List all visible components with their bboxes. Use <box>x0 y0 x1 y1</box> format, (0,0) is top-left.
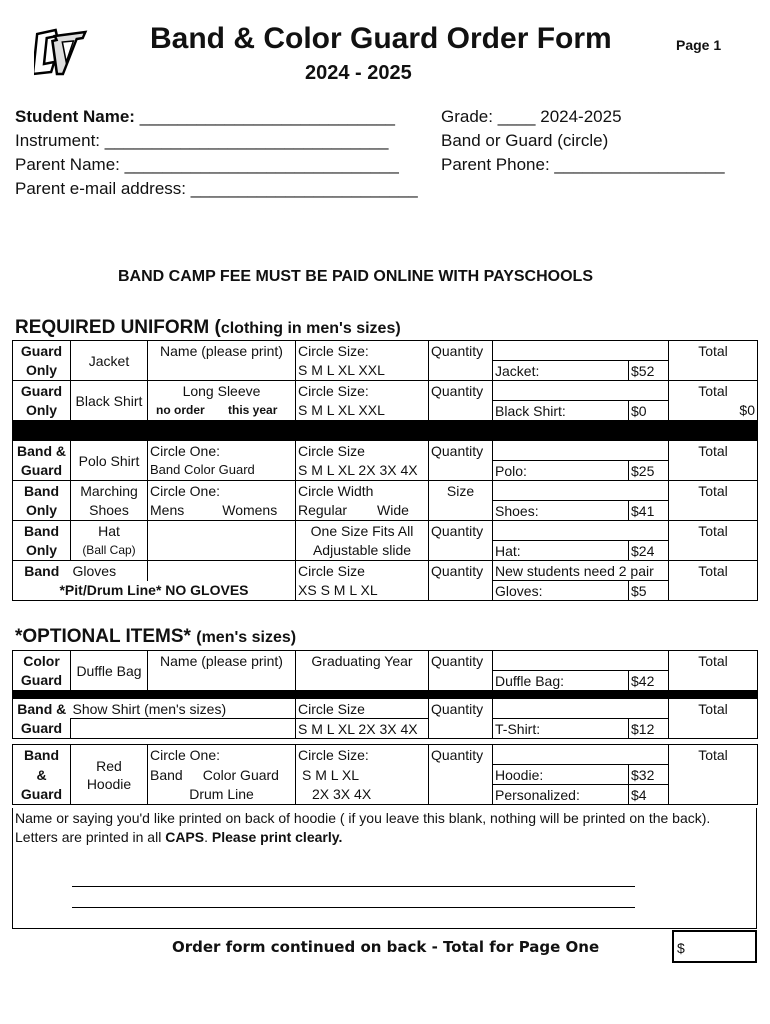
hat-row-1 <box>13 521 758 541</box>
school-logo <box>34 26 90 80</box>
table-cell: Only <box>13 401 71 421</box>
table-cell: Hat: <box>493 541 629 561</box>
table-cell[interactable] <box>429 541 493 561</box>
gloves-row-2 <box>13 581 758 601</box>
duffle-row-1 <box>13 651 758 671</box>
table-cell: Band <box>13 745 71 765</box>
form-title: Band & Color Guard Order Form <box>150 22 612 55</box>
jacket-item: Jacket <box>71 341 148 381</box>
table-cell: Quantity <box>429 381 493 401</box>
grade-field[interactable]: Grade: ____ 2024-2025 <box>441 107 622 126</box>
hoodie-personalization-box[interactable]: Name or saying you'd like printed on back of hoodie ( if you leave this blank, nothing will be printed on the back). Letters are printed in all CAPS. Please print clearly. <box>12 808 757 929</box>
show-shirt-row-1 <box>13 699 758 719</box>
jacket-qty-input[interactable] <box>429 361 493 381</box>
table-cell: Circle Size: <box>296 745 429 765</box>
table-cell[interactable] <box>429 401 493 421</box>
hoodie-write-line-1[interactable] <box>72 886 635 887</box>
table-cell[interactable] <box>429 719 493 739</box>
table-cell: $12 <box>629 719 669 739</box>
footer-text: Order form continued on back - Total for Page One <box>172 938 600 956</box>
table-cell[interactable] <box>669 719 758 739</box>
student-name-field[interactable] <box>15 107 395 127</box>
table-cell: $32 <box>629 765 669 785</box>
table-cell[interactable] <box>429 461 493 481</box>
jacket-row-1 <box>13 341 758 361</box>
table-cell: Only <box>13 501 71 521</box>
table-cell: Circle Width <box>296 481 429 501</box>
table-cell: Circle Size <box>296 561 429 581</box>
band-guard-choice[interactable]: Band or Guard (circle) <box>441 131 609 150</box>
parent-phone-field[interactable]: Parent Phone: __________________ <box>441 155 725 174</box>
table-cell: Duffle Bag: <box>493 671 629 691</box>
table-cell: Polo: <box>493 461 629 481</box>
jacket-size-label: Circle Size: <box>296 341 429 361</box>
table-cell: Circle One: <box>148 481 296 501</box>
table-cell: Color <box>13 651 71 671</box>
table-cell: $0 <box>669 401 758 421</box>
table-cell[interactable] <box>429 501 493 521</box>
table-cell[interactable] <box>429 581 493 601</box>
table-cell <box>13 691 758 699</box>
table-cell: Show Shirt (men's sizes) <box>71 699 296 719</box>
table-cell: $4 <box>629 785 669 805</box>
table-cell: Quantity <box>429 441 493 461</box>
table-cell: Total <box>669 381 758 401</box>
table-cell: Total <box>669 699 758 719</box>
table-cell: Total <box>669 481 758 501</box>
table-cell: Band & <box>13 441 71 461</box>
table-cell: Adjustable slide <box>296 541 429 561</box>
table-row <box>13 421 758 441</box>
table-cell <box>13 421 758 441</box>
table-row <box>13 691 758 699</box>
table-cell[interactable]: S M L XL <box>296 765 429 785</box>
table-cell: Marching <box>71 481 148 501</box>
jacket-name-input[interactable] <box>148 361 296 381</box>
table-cell: Quantity <box>429 651 493 671</box>
table-cell: Total <box>669 561 758 581</box>
required-uniform-table <box>12 340 758 601</box>
table-cell[interactable]: S M L XL XXL <box>296 401 429 421</box>
optional-items-table <box>12 650 758 805</box>
table-cell[interactable] <box>669 501 758 521</box>
table-cell: Size <box>429 481 493 501</box>
table-cell: Hoodie: <box>493 765 629 785</box>
table-cell[interactable]: Drum Line <box>148 785 296 805</box>
page-number: Page 1 <box>676 37 722 53</box>
table-cell[interactable]: Mens Womens <box>148 501 296 521</box>
table-cell: Total <box>669 441 758 461</box>
table-cell: Circle Size <box>296 699 429 719</box>
table-cell[interactable]: XS S M L XL <box>296 581 429 601</box>
gloves-note: *Pit/Drum Line* NO GLOVES <box>13 581 296 601</box>
table-cell[interactable]: Band Color Guard <box>148 765 296 785</box>
table-cell: Guard <box>13 719 71 739</box>
table-cell[interactable] <box>429 671 493 691</box>
table-cell[interactable]: 2X 3X 4X <box>296 785 429 805</box>
table-cell: Circle Size: <box>296 381 429 401</box>
table-cell: Hat <box>71 521 148 541</box>
table-cell: Personalized: <box>493 785 629 805</box>
page-total-field[interactable]: $ <box>672 930 757 963</box>
table-cell: Guard <box>13 785 71 805</box>
table-cell: Band <box>13 561 71 581</box>
table-cell: Graduating Year <box>296 651 429 671</box>
school-year: 2024 - 2025 <box>305 62 412 84</box>
table-cell: Guard <box>13 671 71 691</box>
table-cell: Gloves: <box>493 581 629 601</box>
student-name-label: Student Name: <box>15 107 135 126</box>
table-cell: Guard <box>13 461 71 481</box>
table-cell <box>148 521 296 541</box>
hat-row-2 <box>13 541 758 561</box>
table-cell[interactable] <box>669 541 758 561</box>
hoodie-write-line-2[interactable] <box>72 907 635 908</box>
jacket-category: Guard <box>13 341 71 361</box>
table-cell[interactable] <box>148 671 296 691</box>
table-cell: no order this year <box>148 401 296 421</box>
table-cell: Circle One: <box>148 441 296 461</box>
table-cell: $42 <box>629 671 669 691</box>
jacket-size-options[interactable]: S M L XL XXL <box>296 361 429 381</box>
table-cell[interactable] <box>669 785 758 805</box>
hoodie-row-1 <box>13 745 758 765</box>
table-cell <box>148 561 296 581</box>
table-cell[interactable] <box>71 719 296 739</box>
table-cell: $41 <box>629 501 669 521</box>
table-cell: Guard <box>13 381 71 401</box>
table-cell: New students need 2 pair <box>493 561 669 581</box>
table-cell: Band <box>13 521 71 541</box>
polo-row-1 <box>13 441 758 461</box>
shoes-row-1 <box>13 481 758 501</box>
table-cell: $24 <box>629 541 669 561</box>
table-cell[interactable] <box>669 581 758 601</box>
table-cell <box>493 521 669 541</box>
table-cell <box>493 381 669 401</box>
table-cell: Shoes <box>71 501 148 521</box>
table-cell[interactable]: S M L XL 2X 3X 4X <box>296 719 429 739</box>
parent-email-field[interactable]: Parent e-mail address: ________________________ <box>15 179 418 198</box>
table-cell: Long Sleeve <box>148 381 296 401</box>
table-cell: Black Shirt: <box>493 401 629 421</box>
table-cell: Name (please print) <box>148 651 296 671</box>
jacket-total-input[interactable] <box>669 361 758 381</box>
table-cell: Total <box>669 651 758 671</box>
show-shirt-row-2 <box>13 719 758 739</box>
shoes-row-2 <box>13 501 758 521</box>
table-cell: Quantity <box>429 521 493 541</box>
band-camp-notice: BAND CAMP FEE MUST BE PAID ONLINE WITH PAYSCHOOLS <box>118 268 593 285</box>
table-cell: Quantity <box>429 745 493 765</box>
table-cell: T-Shirt: <box>493 719 629 739</box>
table-cell[interactable]: S M L XL 2X 3X 4X <box>296 461 429 481</box>
table-cell: $0 <box>629 401 669 421</box>
table-cell[interactable] <box>669 671 758 691</box>
table-cell: Band & <box>13 699 71 719</box>
jacket-qty-label: Quantity <box>429 341 493 361</box>
student-name-blank: ___________________________ <box>139 107 395 126</box>
jacket-price: $52 <box>629 361 669 381</box>
table-cell <box>493 481 669 501</box>
table-cell: Circle Size <box>296 441 429 461</box>
table-cell <box>493 699 669 719</box>
jacket-price-label: Jacket: <box>493 361 629 381</box>
instrument-field[interactable]: Instrument: ______________________________ <box>15 131 389 150</box>
table-cell: Quantity <box>429 699 493 719</box>
table-cell: $5 <box>629 581 669 601</box>
table-cell <box>493 341 669 361</box>
polo-item: Polo Shirt <box>71 441 148 481</box>
duffle-item: Duffle Bag <box>71 651 148 691</box>
optional-heading: *OPTIONAL ITEMS* (men's sizes) <box>15 626 297 647</box>
table-cell: Circle One: <box>148 745 296 765</box>
table-cell: $25 <box>629 461 669 481</box>
table-cell[interactable]: Band Color Guard <box>148 461 296 481</box>
jacket-total-label: Total <box>669 341 758 361</box>
table-cell[interactable] <box>669 765 758 785</box>
table-cell[interactable] <box>429 785 493 805</box>
table-cell <box>493 745 669 765</box>
table-cell: Band <box>13 481 71 501</box>
table-cell: Quantity <box>429 561 493 581</box>
black-shirt-item: Black Shirt <box>71 381 148 421</box>
table-cell: Gloves <box>71 561 148 581</box>
table-cell: & <box>13 765 71 785</box>
table-cell[interactable] <box>669 461 758 481</box>
table-cell: Only <box>13 541 71 561</box>
table-cell: Red Hoodie <box>71 745 148 805</box>
jacket-name-label: Name (please print) <box>148 341 296 361</box>
table-cell[interactable] <box>429 765 493 785</box>
table-cell: Total <box>669 521 758 541</box>
jacket-category-2: Only <box>13 361 71 381</box>
table-cell: One Size Fits All <box>296 521 429 541</box>
parent-name-field[interactable]: Parent Name: _____________________________ <box>15 155 399 174</box>
table-cell[interactable]: Regular Wide <box>296 501 429 521</box>
table-cell: Shoes: <box>493 501 629 521</box>
table-cell: Total <box>669 745 758 765</box>
required-heading: REQUIRED UNIFORM (clothing in men's sizes) <box>15 317 401 338</box>
gloves-row-1 <box>13 561 758 581</box>
table-cell <box>148 541 296 561</box>
black-shirt-row-1 <box>13 381 758 401</box>
table-cell[interactable] <box>296 671 429 691</box>
table-cell <box>493 441 669 461</box>
table-cell: (Ball Cap) <box>71 541 148 561</box>
table-cell <box>493 651 669 671</box>
